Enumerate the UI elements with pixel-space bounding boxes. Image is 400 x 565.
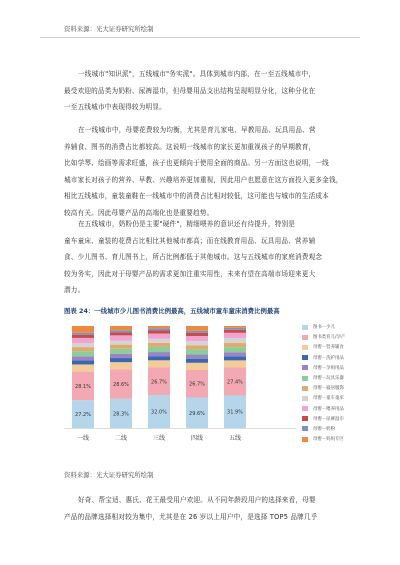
bar-segment [186,359,208,363]
text-line: 在五线城市，奶粉仍是主要"硬件"，精细喂养的意识还有待提升，特别是 [78,220,296,228]
chart-legend [302,322,372,444]
bar-segment [72,356,94,360]
bar-segment [148,334,170,339]
text-line: 潜力。 [64,286,85,294]
bar-segment [148,343,170,347]
bar-segment [110,330,132,332]
bar-segment [186,331,208,333]
paragraph-1 [64,66,360,116]
bar-segment [110,354,132,358]
legend-label: 母婴－妈妈专区 [313,437,344,443]
x-tick-label: 四线 [190,435,204,442]
text-line: 较高有关。因此母婴产品的高端化也是重要趋势。 [64,208,214,217]
text-line: 城市家长对孩子的营养、早教、兴趣培养更加重视，因此用户也愿意在这方面投入更多金钱， [64,175,343,184]
text-line: 在一线城市中，母婴花费较为均衡，尤其是育儿家电、早教用品、玩具用品、营 [78,126,316,134]
legend-item [302,383,372,393]
text-line: 较为务实，因此对于母婴产品的需求更加注重实用性，未来有望在高端市场迎来更大 [64,269,316,278]
bar-segment [72,338,94,343]
legend-swatch [302,406,308,411]
legend-swatch [302,376,308,381]
x-tick-label: 二线 [114,435,128,442]
legend-label: 母婴－尿裤湿巾 [313,416,344,422]
data-label: 32.0% [151,409,167,416]
data-label: 28.1% [75,383,91,390]
legend-label: 母婴－营养辅食 [313,345,344,351]
legend-swatch [302,365,308,370]
legend-label: 图书－少儿 [313,325,335,331]
bar-segment [224,352,246,356]
x-tick-label: 三线 [152,435,166,442]
bar-segment [148,347,170,352]
data-label: 28.3% [113,411,129,418]
bar-segment [148,356,170,360]
x-tick-label: 五线 [228,435,242,442]
bar-segment [186,345,208,349]
bar-segment [148,339,170,343]
legend-swatch [302,396,308,401]
text-line: 相比五线城市，童装童鞋在一线城市中的消费占比相对较低，这可能也与城市的生活成本 [64,192,329,200]
x-tick-label: 一线 [76,435,90,442]
text-line: 最受欢迎的品类为奶粉、尿裤湿巾，但母婴用品支出结构呈现明显分化，这种分化在 [64,86,316,95]
data-label: 31.9% [227,409,243,416]
bar-segment [72,343,94,347]
bar-segment [110,345,132,349]
legend-item [302,332,372,342]
bar-segment [186,326,208,331]
bar-segment [72,333,94,335]
legend-swatch [302,355,308,360]
paragraph-3 [64,216,360,299]
bar-segment [148,326,170,328]
bar-segment [72,364,94,371]
bar-segment [72,347,94,351]
legend-label: 母婴－孕妈用品 [313,365,344,371]
legend-label: 母婴－喂养用品 [313,406,344,412]
legend-swatch [302,345,308,350]
bar-segment [72,360,94,364]
legend-swatch [302,416,308,421]
bar-segment [186,363,208,370]
bar-segment [72,351,94,356]
legend-label: 母婴－洗护用品 [313,355,344,361]
legend-label: 母婴－玩具乐器 [313,376,344,382]
bar-segment [186,333,208,336]
chart-plot [64,322,300,446]
bar-segment [186,349,208,354]
bar-segment [110,358,132,362]
legend-item [302,342,372,352]
legend-label: 母婴－寝居服饰 [313,386,344,392]
stacked-bar-chart [64,322,364,446]
bar-segment [224,326,246,328]
source-note-top: 资料来源：光大证券研究所绘制 [64,25,154,33]
bar-segment [148,352,170,356]
divider-line [40,37,360,38]
bar-segment [110,326,132,330]
bar-segment [110,341,132,345]
legend-swatch [302,335,308,340]
text-line: 食、少儿图书、育儿图书上，所占比例都低于其他城市。这与五线城市的家庭消费观念 [64,253,323,261]
text-line: 好奇、帮宝适、惠氏、花王最受用户欢迎。从不同年龄段用户的选择来看，母婴 [78,496,316,504]
bar-segment [224,333,246,338]
bar-segment [72,326,94,333]
legend-item [302,414,372,424]
figure-source-note: 资料来源：光大证券研究所绘制 [64,471,154,479]
legend-item [302,434,372,444]
data-label: 26.7% [151,379,167,386]
bar-segment [110,332,132,335]
legend-item [302,353,372,363]
paragraph-2 [64,122,360,221]
paragraph-bottom [64,492,360,525]
text-line: 一线城市"知识派"，五线城市"务实派"。具体到城市内部，在一至五线城市中， [78,70,316,78]
bar-segment [186,341,208,345]
bar-segment [148,330,170,333]
text-line: 一至五线城市中表现得较为明显。 [64,103,166,111]
legend-item [302,404,372,414]
text-line: 童车童床、童装的花费占比相比其他城市都高；而在线教育用品、玩具用品、营养辅 [64,236,316,245]
text-line: 养辅食、图书的消费占比都较高。这说明一线城市的家长更加重视孩子的早期教育， [64,142,316,151]
bar-segment [224,347,246,352]
legend-label: 母婴－童车童床 [313,396,344,402]
figure-caption: 图表 24：一线城市少儿图书消费比例最高，五线城市童车童床消费比例最高 [64,307,280,315]
legend-item [302,393,372,403]
legend-label: 母婴－奶粉 [313,426,335,432]
legend-swatch [302,437,308,442]
bar-segment [224,343,246,347]
text-line: 产品的品牌选择相对较为集中，尤其是在 26 岁以上用户中，是选择 TOP5 品牌几乎 [64,512,318,521]
bar-segment [224,330,246,333]
bar-segment [224,360,246,367]
legend-swatch [302,325,308,330]
text-line: 比如学琴、绘画等需求旺盛，孩子也更倾向于使用全面的商品。另一方面这也说明，一线 [64,159,329,167]
bar-segment [72,335,94,338]
bar-segment [148,360,170,367]
data-label: 27.2% [75,412,91,419]
bar-segment [224,328,246,330]
bar-segment [110,362,132,369]
data-label: 27.4% [227,379,243,386]
legend-label: 图书类育儿/孕产 [313,335,346,341]
legend-item [302,322,372,332]
legend-item [302,373,372,383]
legend-item [302,424,372,434]
bar-segment [224,338,246,343]
bar-segment [224,356,246,360]
legend-item [302,363,372,373]
bar-segment [186,355,208,359]
bar-segment [186,336,208,341]
legend-swatch [302,426,308,431]
data-label: 29.6% [189,410,205,417]
legend-swatch [302,386,308,391]
bar-segment [110,335,132,340]
bar-segment [110,349,132,354]
bar-segment [148,328,170,330]
data-label: 28.6% [113,382,129,389]
data-label: 26.7% [189,381,205,388]
